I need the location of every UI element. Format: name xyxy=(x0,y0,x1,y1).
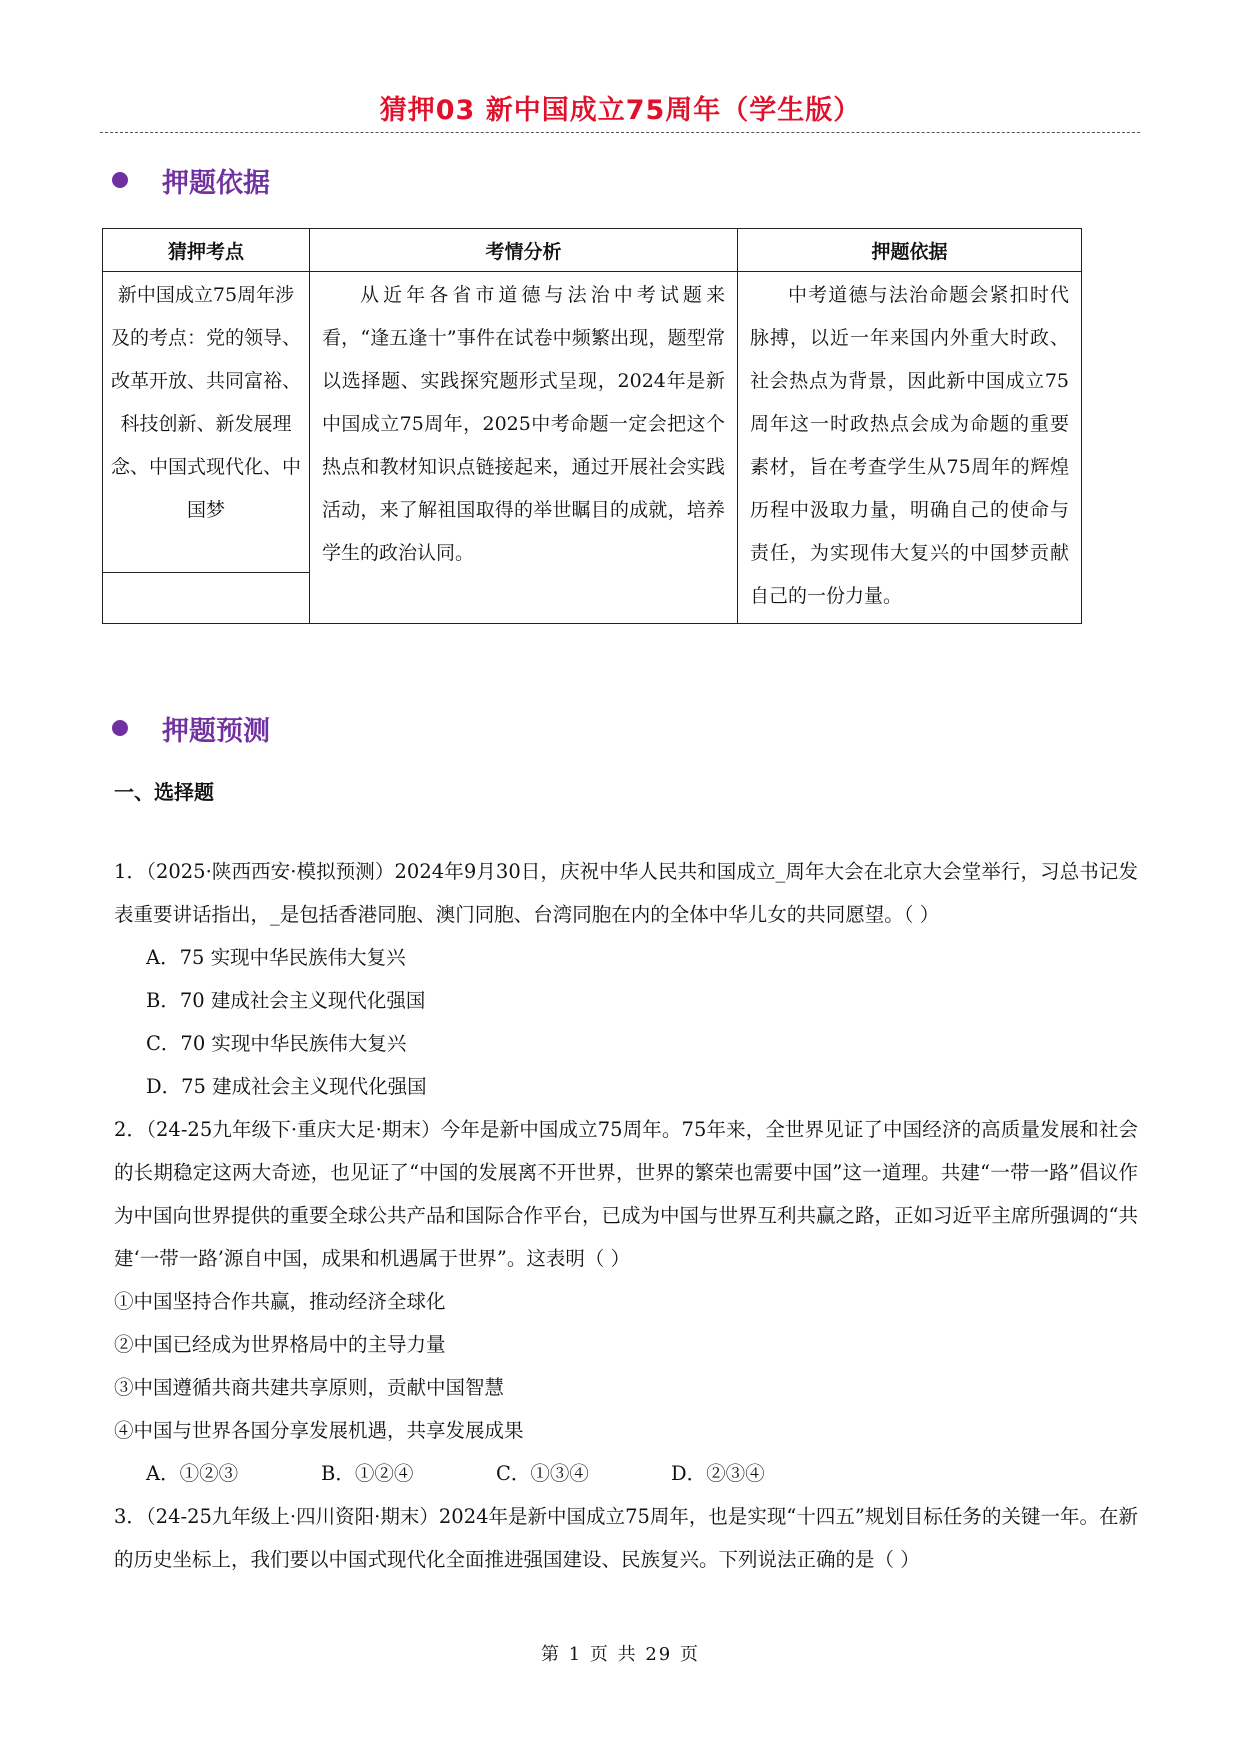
table-cell-analysis: 从近年各省市道德与法治中考试题来看，“逢五逢十”事件在试卷中频繁出现，题型常以选择题、实践探究题形式呈现，2024年是新中国成立75周年，2025中考命题一定会把这个热点和教材知识点链接起来，通过开展社会实践活动，来了解祖国取得的举世瞩目的成就，培养学生的政治认同。 xyxy=(310,272,738,624)
question-2-stem: 2．（24-25九年级下·重庆大足·期末）今年是新中国成立75周年。75年来，全世界见证了中国经济的高质量发展和社会的长期稳定这两大奇迹，也见证了“中国的发展离不开世界，世界的繁荣也需要中国”这一道理。共建“一带一路”倡议作为中国向世界提供的重要全球公共产品和国际合作平台，已成为中国与世界互利共赢之路，正如习近平主席所强调的“共建‘一带一路’源自中国，成果和机遇属于世界”。这表明（ ） xyxy=(114,1118,1138,1270)
question-1-option: B．70 建成社会主义现代化强国 xyxy=(146,989,426,1012)
table-header-row xyxy=(103,229,1082,272)
question-2-statement: ③中国遵循共商共建共享原则，贡献中国智慧 xyxy=(114,1376,505,1399)
table-cell-topics: 新中国成立75周年涉及的考点：党的领导、改革开放、共同富裕、科技创新、新发展理念、中国式现代化、中国梦 xyxy=(103,272,310,573)
section-heading-basis xyxy=(112,160,270,200)
bullet-dot-icon xyxy=(112,720,128,736)
question-1-stem: 1．（2025·陕西西安·模拟预测）2024年9月30日，庆祝中华人民共和国成立_周年大会在北京大会堂举行，习总书记发表重要讲话指出，_是包括香港同胞、澳门同胞、台湾同胞在内的全体中华儿女的共同愿望。（ ） xyxy=(114,860,1138,926)
question-1-option: D．75 建成社会主义现代化强国 xyxy=(146,1075,427,1098)
question-2-statement: ②中国已经成为世界格局中的主导力量 xyxy=(114,1333,446,1356)
page-title: 猜押03 新中国成立75周年（学生版） xyxy=(379,95,862,126)
question-type-heading: 一、选择题 xyxy=(114,780,214,804)
basis-table xyxy=(102,228,1082,624)
questions xyxy=(114,850,1138,1581)
question-2-choice: A．①②③ xyxy=(146,1462,239,1485)
question-2-choices xyxy=(114,1452,1138,1495)
question-2-choice: C．①③④ xyxy=(496,1462,589,1485)
table-cell-basis: 中考道德与法治命题会紧扣时代脉搏，以近一年来国内外重大时政、社会热点为背景，因此新中国成立75周年这一时政热点会成为命题的重要素材，旨在考查学生从75周年的辉煌历程中汲取力量，明确自己的使命与责任，为实现伟大复兴的中国梦贡献自己的一份力量。 xyxy=(738,272,1082,624)
table-header: 猜押考点 xyxy=(103,229,310,272)
section-heading-text: 押题依据 xyxy=(162,167,270,199)
question-1-option: C．70 实现中华民族伟大复兴 xyxy=(146,1032,407,1055)
table-cell-empty xyxy=(103,573,310,624)
question-3-stem: 3．（24-25九年级上·四川资阳·期末）2024年是新中国成立75周年，也是实现“十四五”规划目标任务的关键一年。在新的历史坐标上，我们要以中国式现代化全面推进强国建设、民族复兴。下列说法正确的是（ ） xyxy=(114,1505,1138,1571)
table-header: 考情分析 xyxy=(310,229,738,272)
bullet-dot-icon xyxy=(112,172,128,188)
question-1-option: A．75 实现中华民族伟大复兴 xyxy=(146,946,406,969)
table-row xyxy=(103,272,1082,573)
section-heading-text: 押题预测 xyxy=(162,715,270,747)
question-2-choice: D．②③④ xyxy=(671,1462,765,1485)
question-2-statement: ①中国坚持合作共赢，推动经济全球化 xyxy=(114,1290,446,1313)
section-heading-prediction xyxy=(112,708,270,748)
question-2-choice: B．①②④ xyxy=(321,1462,414,1485)
question-2-statement: ④中国与世界各国分享发展机遇，共享发展成果 xyxy=(114,1419,524,1442)
page-footer: 第 1 页 共 29 页 xyxy=(541,1644,700,1665)
table-header: 押题依据 xyxy=(738,229,1082,272)
title-divider xyxy=(100,132,1140,133)
